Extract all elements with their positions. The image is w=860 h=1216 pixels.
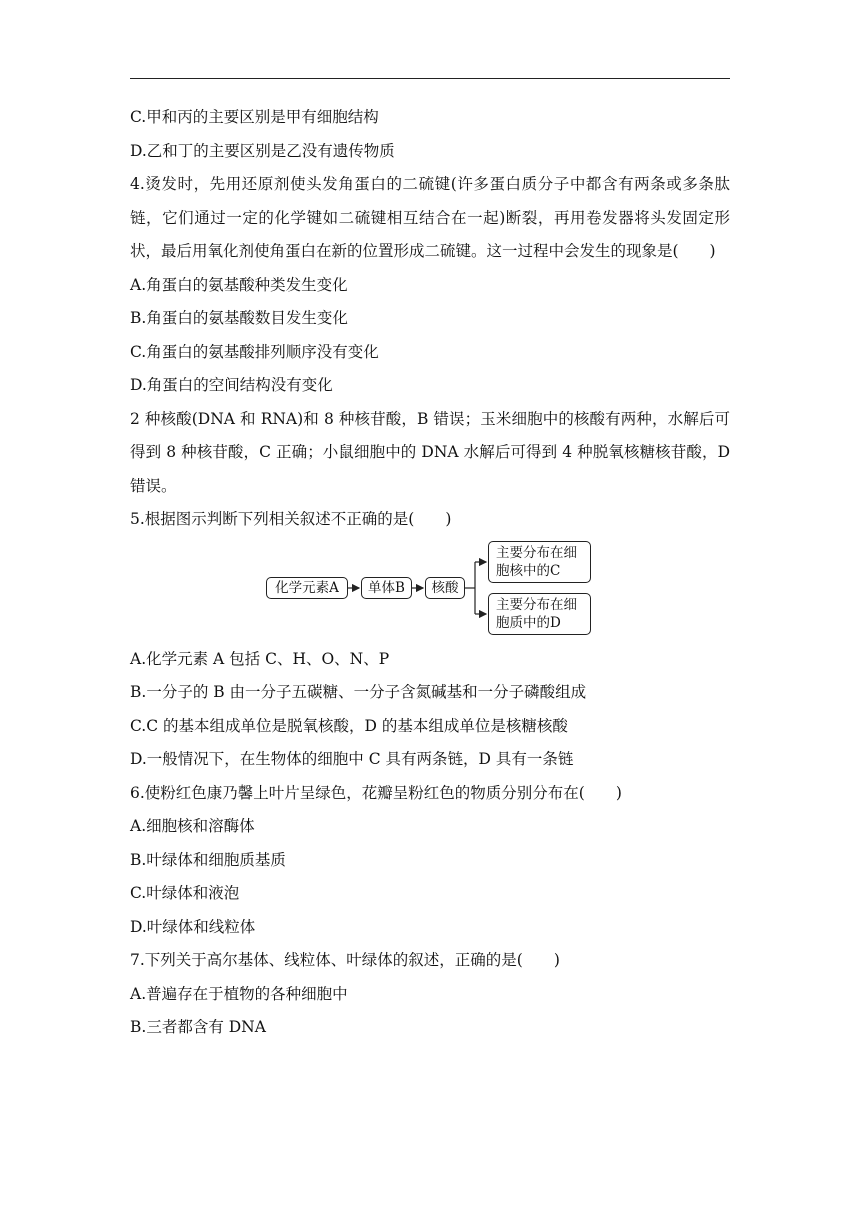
box-d-line2: 胞质中的D	[496, 614, 561, 631]
q4-option-d: D.角蛋白的空间结构没有变化	[130, 376, 333, 394]
q4-stem: 4.烫发时，先用还原剂使头发角蛋白的二硫键(许多蛋白质分子中都含有两条或多条肽链，它们通过一定的化学键如二硫键相互结合在一起)断裂，再用卷发器将头发固定形状，最后用氧化剂使角蛋白在新的位置形成二硫键。这一过程中会发生的现象是( )	[130, 175, 730, 260]
q5-option-c: C.C 的基本组成单位是脱氧核酸，D 的基本组成单位是核糖核酸	[130, 716, 568, 735]
box-d-cytoplasm	[488, 593, 591, 635]
box-chemical-element-a: 化学元素A	[266, 577, 348, 599]
page-content	[130, 101, 730, 1045]
q6-stem: 6.使粉红色康乃馨上叶片呈绿色，花瓣呈粉红色的物质分别分布在( )	[130, 783, 622, 802]
q7-option-b: B.三者都含有 DNA	[130, 1018, 266, 1036]
q5-option-a: A.化学元素 A 包括 C、H、O、N、P	[130, 649, 390, 668]
answer-explanation: 2 种核酸(DNA 和 RNA)和 8 种核苷酸，B 错误；玉米细胞中的核酸有两种，水解后可得到 8 种核苷酸，C 正确；小鼠细胞中的 DNA 水解后可得到 4 种脱氧核糖核苷酸，D 错误。	[130, 409, 730, 495]
q4-option-b: B.角蛋白的氨基酸数目发生变化	[130, 309, 348, 327]
q3-option-d: D.乙和丁的主要区别是乙没有遗传物质	[130, 141, 395, 160]
box-monomer-b: 单体B	[361, 577, 412, 599]
q6-option-c: C.叶绿体和液泡	[130, 884, 240, 902]
q4-option-a: A.角蛋白的氨基酸种类发生变化	[130, 275, 348, 294]
q5-option-b: B.一分子的 B 由一分子五碳糖、一分子含氮碱基和一分子磷酸组成	[130, 683, 587, 701]
nucleic-acid-diagram	[130, 541, 730, 641]
q3-option-c: C.甲和丙的主要区别是甲有细胞结构	[130, 108, 379, 126]
box-c-line2: 胞核中的C	[496, 562, 561, 579]
q6-option-d: D.叶绿体和线粒体	[130, 917, 256, 936]
header-rule	[130, 78, 730, 79]
box-d-line1: 主要分布在细	[496, 596, 577, 613]
q7-option-a: A.普遍存在于植物的各种细胞中	[130, 984, 348, 1003]
q6-option-b: B.叶绿体和细胞质基质	[130, 850, 286, 869]
q7-stem: 7.下列关于高尔基体、线粒体、叶绿体的叙述，正确的是( )	[130, 951, 560, 969]
box-nucleic-acid: 核酸	[425, 577, 465, 599]
box-c-nucleus	[488, 541, 591, 583]
box-c-line1: 主要分布在细	[496, 544, 577, 561]
q6-option-a: A.细胞核和溶酶体	[130, 817, 255, 835]
q5-stem: 5.根据图示判断下列相关叙述不正确的是( )	[130, 510, 452, 528]
q5-option-d: D.一般情况下，在生物体的细胞中 C 具有两条链，D 具有一条链	[130, 750, 574, 768]
q4-option-c: C.角蛋白的氨基酸排列顺序没有变化	[130, 342, 379, 361]
